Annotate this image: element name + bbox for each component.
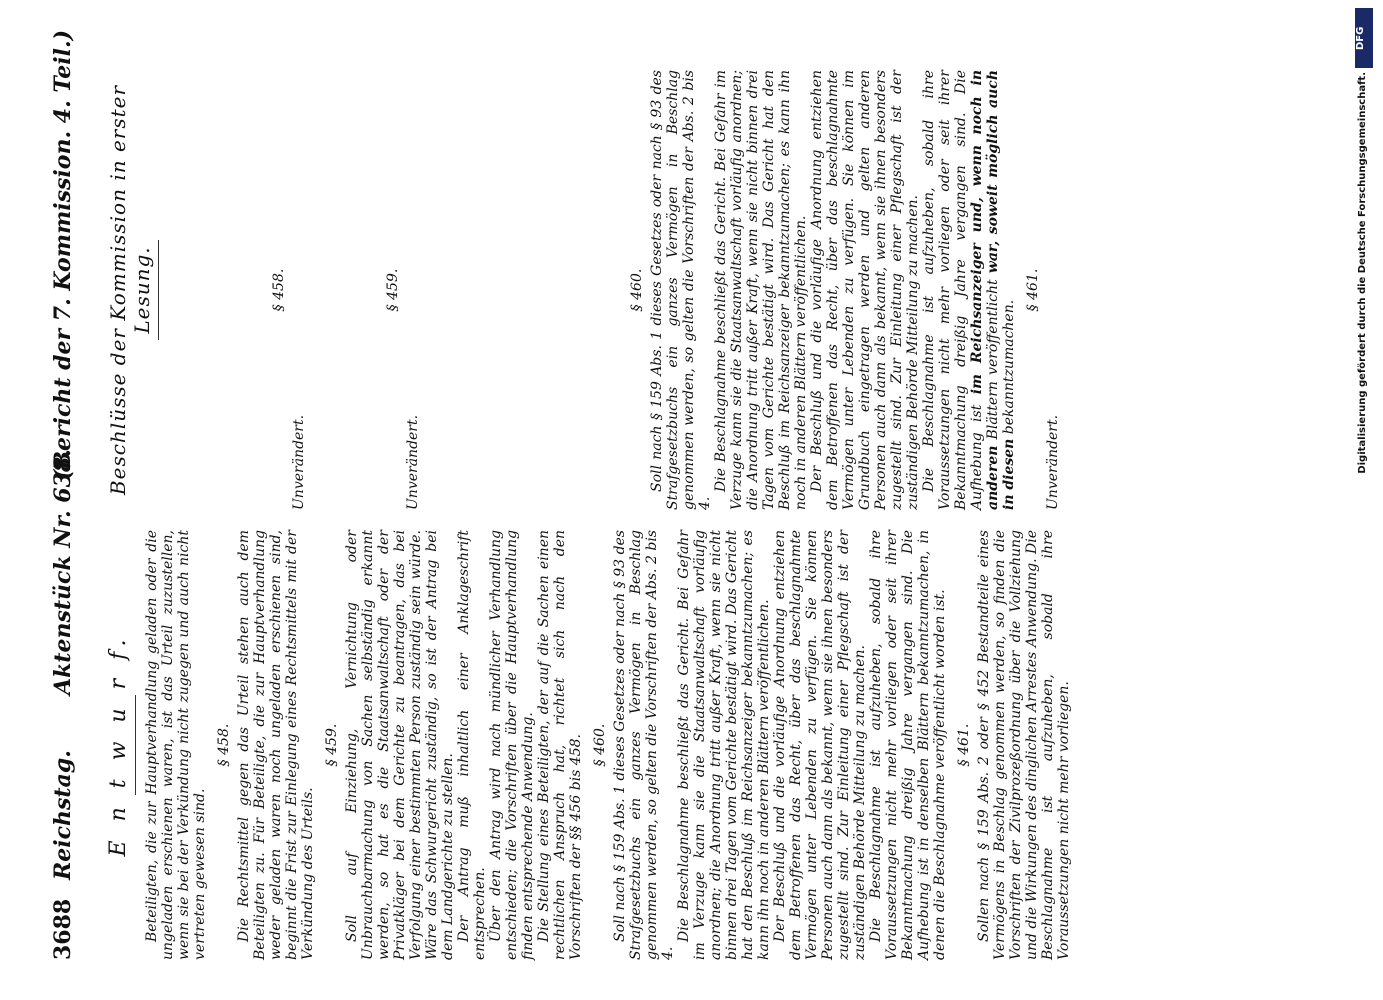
left-column — [100, 530, 1072, 960]
unchanged-note: Unverändert. — [291, 414, 307, 510]
right-column-title: Beschlüsse der Kommission in erster Lesung. — [106, 84, 154, 496]
section-459-p3: Über den Antrag wird nach mündlicher Verhandlung entschieden; die Vorschriften über die Hauptverhandlung finden entsprechende Anwendung. — [488, 530, 536, 960]
section-460-p3: Der Beschluß und die vorläufige Anordnung entziehen dem Betroffenen das Recht, über das beschlagnahmte Vermögen unter Lebenden zu verfügen. Sie können im Grundbuch eingetragen werden und gelten anderen Personen auch dann als bekannt, wenn sie ihnen besonders zugestellt sind. Zur Einleitung einer Pflegschaft ist der zuständigen Behörde Mitteilung zu machen. — [809, 70, 921, 510]
header-bericht: (Bericht der 7. Kommission. 4. Teil.) — [50, 29, 76, 480]
section-461: § 461. — [1025, 268, 1041, 312]
section-460-p1: Soll nach § 159 Abs. 1 dieses Gesetzes oder nach § 93 des Strafgesetzbuchs ein ganzes Vermögen in Beschlag genommen werden, so gelten die Vorschriften der Abs. 2 bis 4. — [612, 530, 676, 960]
section-459: § 459. — [324, 723, 340, 767]
section-459-p4: Die Stellung eines Beteiligten, der auf die Sachen einen rechtlichen Anspruch hat, richtet sich nach den Vorschriften der §§ 456 bis 458. — [536, 530, 584, 960]
section-458: § 458. — [216, 723, 232, 767]
section-458-text: Die Rechtsmittel gegen das Urteil stehen auch dem Beteiligten zu. Für Beteiligte, die zur Hauptverhandlung weder geladen waren noch ungeladen erschienen sind, beginnt die Frist zur Einlegung eines Rechtsmittels mit der Verkündung des Urteils. — [236, 530, 316, 960]
section-459-p1: Soll auf Einziehung, Vernichtung oder Unbrauchbarmachung von Sachen selbständig erkannt werden, so hat es die Staatsanwaltschaft oder der Privatkläger bei dem Gerichte zu beantragen, das bei Verfolgung einer bestimmten Person zuständig sein würde. Wäre das Schwurgericht zuständig, so ist der Antrag bei dem Landgerichte zu stellen. — [344, 530, 456, 960]
side-credit — [1355, 0, 1377, 1000]
unchanged-note: Unverändert. — [1045, 414, 1061, 510]
section-459-p2: Der Antrag muß inhaltlich einer Anklageschrift entsprechen. — [456, 530, 488, 960]
text-run: Blättern veröffentlicht — [985, 279, 1001, 440]
bold-run: noch in anderen — [969, 69, 1001, 510]
header-aktenstueck: Aktenstück Nr. 638. — [50, 449, 76, 695]
funding-note: Digitalisierung gefördert durch die Deutsche Forschungsgemeinschaft. — [1357, 72, 1368, 474]
text-run: bekanntzumachen. — [1001, 299, 1017, 435]
text-run: Die Beschlagnahme ist aufzuheben, sobald ihre Voraussetzungen nicht mehr vorliegen oder seit ihrer Bekanntmachung dreißig Jahre vergangen sind. Die Aufhebung ist — [921, 70, 985, 510]
page-number: 3688 — [50, 898, 76, 960]
section-460-p2: Die Beschlagnahme beschließt das Gericht. Bei Gefahr im Verzuge kann sie die Staatsanwaltschaft vorläufig anordnen; die Anordnung tritt außer Kraft, wenn sie nicht binnen drei Tagen vom Gerichte bestätigt wird. Das Gericht hat den Beschluß im Reichsanzeiger bekanntzumachen; es kann ihn noch in anderen Blättern veröffentlichen. — [676, 530, 772, 960]
section-460-p1: Soll nach § 159 Abs. 1 dieses Gesetzes oder nach § 93 des Strafgesetzbuchs ein ganzes Vermögen in Beschlag genommen werden, so gelten die Vorschriften der Abs. 2 bis 4. — [649, 70, 713, 510]
section-460-p2: Die Beschlagnahme beschließt das Gericht. Bei Gefahr im Verzuge kann sie die Staatsanwaltschaft vorläufig anordnen; die Anordnung tritt außer Kraft, wenn sie nicht binnen drei Tagen vom Gerichte bestätigt wird. Das Gericht hat den Beschluß im Reichsanzeiger bekanntzumachen; es kann ihn noch in anderen Blättern veröffentlichen. — [713, 70, 809, 510]
divider — [135, 695, 136, 795]
section-460-p4: Die Beschlagnahme ist aufzuheben, sobald ihre Voraussetzungen nicht mehr vorliegen oder seit ihrer Bekanntmachung dreißig Jahre vergangen sind. Die Aufhebung ist in denselben Blättern bekanntzumachen, in denen die Beschlagnahme veröffentlicht worden ist. — [868, 530, 948, 960]
dfg-logo: DFG — [1355, 8, 1373, 68]
section-458: § 458. — [271, 268, 287, 312]
section-461: § 461. — [956, 723, 972, 767]
right-column — [100, 70, 1061, 510]
section-460-p3: Der Beschluß und die vorläufige Anordnung entziehen dem Betroffenen das Recht, über das beschlagnahmte Vermögen unter Lebenden zu verfügen. Sie können Personen auch dann als bekannt, wenn sie ihnen besonders zugestellt sind. Zur Einleitung einer Pflegschaft ist der zuständigen Behörde Mitteilung zu machen. — [772, 530, 868, 960]
section-461-text: Sollen nach § 159 Abs. 2 oder § 452 Bestandteile eines Vermögens in Beschlag genommen werden, so finden die Vorschriften der Zivilprozeßordnung über die Vollziehung und die Wirkungen des dinglichen Arrestes Anwendung. Die Beschlagnahme ist aufzuheben, sobald ihre Voraussetzungen nicht mehr vorliegen. — [976, 530, 1072, 960]
bold-run: war, soweit möglich auch in diesen — [985, 69, 1017, 510]
section-460-p4 — [921, 70, 1017, 510]
page-header — [50, 29, 90, 960]
unchanged-note: Unverändert. — [405, 414, 421, 510]
section-460: § 460. — [592, 723, 608, 767]
bold-run: im Reichsanzeiger und, wenn — [969, 145, 985, 395]
section-460: § 460. — [629, 268, 645, 312]
divider — [158, 240, 159, 340]
left-column-title: E n t w u r f. — [106, 633, 131, 857]
intro-text: Beteiligten, die zur Hauptverhandlung geladen oder die ungeladen erschienen waren, ist das Urteil zuzustellen, wenn sie bei der Verkündung nicht zugegen und auch nicht vertreten gewesen sind. — [144, 530, 208, 960]
section-459: § 459. — [385, 268, 401, 312]
header-reichstag: Reichstag. — [50, 750, 76, 880]
